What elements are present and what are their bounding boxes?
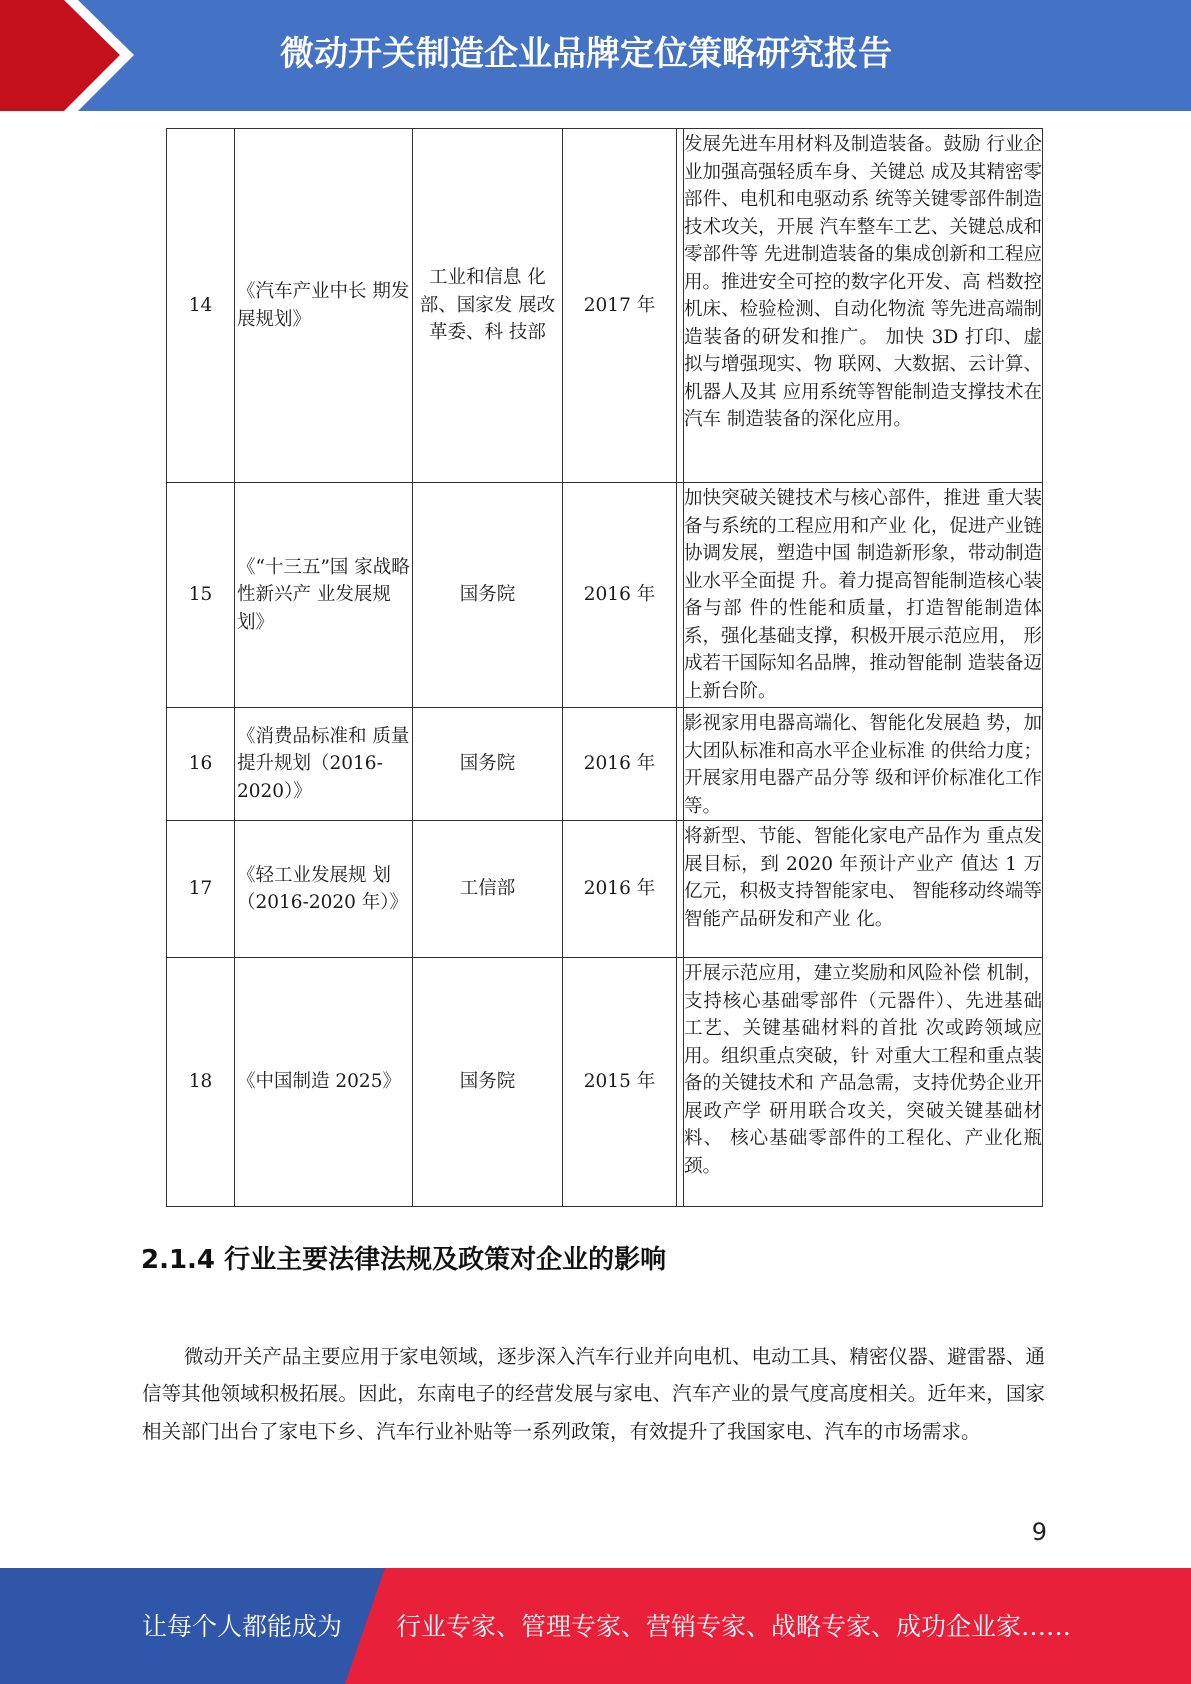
issue-year: 2016 年 [563,483,677,708]
column-separator [677,708,684,821]
column-separator [677,129,684,483]
policy-table [166,128,1043,1207]
table-row [167,129,1043,483]
policy-content: 开展示范应用，建立奖励和风险补偿 机制，支持核心基础零部件（元器件）、先进基础工艺、关键基础材料的首批 次或跨领域应用。组织重点突破，针 对重大工程和重点装备的关键技术和 产品急需，支持优势企业开展政产学 研用联合攻关，突破关键基础材料、 核心基础零部件的工程化、产业化瓶 颈。 [684,958,1043,1207]
section-heading: 2.1.4 行业主要法律法规及政策对企业的影响 [141,1245,667,1275]
issue-year: 2015 年 [563,958,677,1207]
column-separator [677,821,684,958]
issuing-department: 国务院 [413,708,563,821]
table-row [167,483,1043,708]
issue-year: 2016 年 [563,708,677,821]
footer-slogan-left: 让每个人都能成为 [142,1612,343,1641]
column-separator [677,958,684,1207]
header-arrow-decoration [0,0,160,111]
policy-name: 《轻工业发展规 划（2016-2020 年）》 [235,821,413,958]
issuing-department: 国务院 [413,958,563,1207]
row-number: 14 [167,129,235,483]
issuing-department: 工业和信息 化部、国家发 展改革委、科 技部 [413,129,563,483]
row-number: 16 [167,708,235,821]
issue-year: 2017 年 [563,129,677,483]
table-row [167,708,1043,821]
policy-content: 将新型、节能、智能化家电产品作为 重点发展目标，到 2020 年预计产业产 值达 1 万亿元，积极支持智能家电、 智能移动终端等智能产品研发和产业 化。 [684,821,1043,958]
issuing-department: 国务院 [413,483,563,708]
table-row [167,958,1043,1207]
table-row [167,821,1043,958]
page-number: 9 [1031,1518,1047,1546]
report-title: 微动开关制造企业品牌定位策略研究报告 [280,34,892,74]
header-banner [0,0,1191,111]
issuing-department: 工信部 [413,821,563,958]
policy-name: 《汽车产业中长 期发展规划》 [235,129,413,483]
policy-content: 发展先进车用材料及制造装备。鼓励 行业企业加强高强轻质车身、关键总 成及其精密零部件、电机和电驱动系 统等关键零部件制造技术攻关，开展 汽车整车工艺、关键总成和零部件等 先进制造装备的集成创新和工程应 用。推进安全可控的数字化开发、高 档数控机床、检验检测、自动化物流 等先进高端制造装备的研发和推广。 加快 3D 打印、虚拟与增强现实、物 联网、大数据、云计算、机器人及其 应用系统等智能制造支撑技术在汽车 制造装备的深化应用。 [684,129,1043,483]
row-number: 15 [167,483,235,708]
column-separator [677,483,684,708]
policy-content: 影视家用电器高端化、智能化发展趋 势，加大团队标准和高水平企业标准 的供给力度；开展家用电器产品分等 级和评价标准化工作等。 [684,708,1043,821]
row-number: 18 [167,958,235,1207]
row-number: 17 [167,821,235,958]
policy-name: 《中国制造 2025》 [235,958,413,1207]
footer-slogan-right: 行业专家、管理专家、营销专家、战略专家、成功企业家…… [396,1612,1072,1641]
footer-banner [0,1568,1191,1684]
policy-content: 加快突破关键技术与核心部件，推进 重大装备与系统的工程应用和产业 化，促进产业链协调发展，塑造中国 制造新形象，带动制造业水平全面提 升。着力提高智能制造核心装备与部 件的性能和质量，打造智能制造体系，强化基础支撑，积极开展示范应用， 形成若干国际知名品牌，推动智能制 造装备迈上新台阶。 [684,483,1043,708]
policy-name: 《“十三五”国 家战略性新兴产 业发展规划》 [235,483,413,708]
body-paragraph: 微动开关产品主要应用于家电领域，逐步深入汽车行业并向电机、电动工具、精密仪器、避雷器、通信等其他领域积极拓展。因此，东南电子的经营发展与家电、汽车产业的景气度高度相关。近年来，国家相关部门出台了家电下乡、汽车行业补贴等一系列政策，有效提升了我国家电、汽车的市场需求。 [142,1344,1045,1443]
policy-name: 《消费品标准和 质量提升规划（2016-2020）》 [235,708,413,821]
issue-year: 2016 年 [563,821,677,958]
